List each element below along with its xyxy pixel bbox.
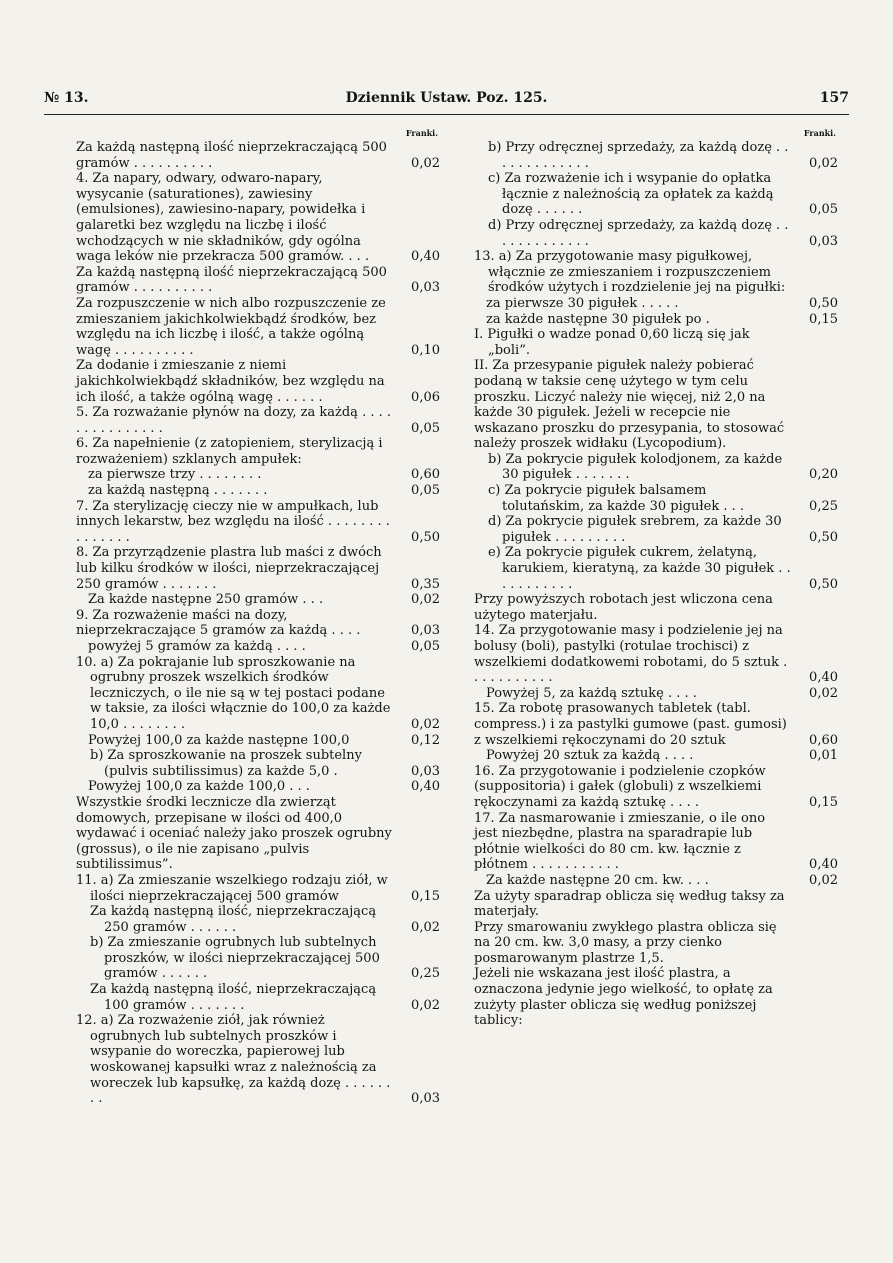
tariff-entry bbox=[460, 514, 838, 545]
tariff-entry bbox=[460, 218, 838, 249]
entry-text: za pierwsze trzy . . . . . . . . bbox=[88, 467, 262, 483]
left-column bbox=[62, 128, 440, 1107]
entry-price: 0,35 bbox=[411, 576, 440, 592]
tariff-entry bbox=[62, 499, 440, 546]
entry-price: 0,10 bbox=[411, 342, 440, 358]
tariff-entry bbox=[62, 982, 440, 1013]
entry-text: 6. Za napełnienie (z zatopieniem, sterylizacją i rozważeniem) szklanych ampułek: bbox=[76, 436, 383, 467]
tariff-entry bbox=[460, 873, 838, 889]
tariff-entry bbox=[460, 171, 838, 218]
tariff-entry bbox=[62, 265, 440, 296]
entry-price: 0,15 bbox=[809, 311, 838, 327]
entry-price: 0,02 bbox=[411, 997, 440, 1013]
entry-text: Przy smarowaniu zwykłego plastra oblicza się na 20 cm. kw. 3,0 masy, a przy cienko posmarowanym plastrze 1,5. bbox=[474, 919, 777, 966]
entry-text: Za każdą następną ilość, nieprzekraczającą 100 gramów . . . . . . . bbox=[90, 982, 377, 1013]
entry-price: 0,02 bbox=[411, 716, 440, 732]
tariff-entry bbox=[460, 592, 838, 623]
entry-price: 0,01 bbox=[809, 748, 838, 764]
tariff-entry bbox=[62, 171, 440, 265]
entry-text: c) Za rozważenie ich i wsypanie do opłatka łącznie z należnością za opłatek za każdą dozę . . . . . . bbox=[488, 171, 774, 218]
entry-price: 0,05 bbox=[809, 202, 838, 218]
entry-text: powyżej 5 gramów za każdą . . . . bbox=[88, 639, 306, 654]
tariff-entry bbox=[460, 686, 838, 702]
entry-text: II. Za przesypanie pigułek należy pobierać podaną w taksie cenę użytego w tym celu proszku. Liczyć należy nie więcej, niż 2,0 na każde 30 pigułek. Jeżeli w recepcie nie wskazano proszku do przesypania, to stosować należy proszek widłaku (Lycopodium). bbox=[474, 358, 785, 452]
unit-label: Franki. bbox=[405, 128, 438, 138]
page-number: 157 bbox=[819, 90, 849, 106]
entry-price: 0,15 bbox=[809, 794, 838, 810]
entry-text: Przy powyższych robotach jest wliczona cena użytego materjału. bbox=[474, 592, 773, 623]
tariff-entry bbox=[460, 452, 838, 483]
entry-text: b) Przy odręcznej sprzedaży, za każdą dozę . . . . . . . . . . . . . bbox=[488, 140, 789, 171]
tariff-entry bbox=[62, 358, 440, 405]
entry-text: b) Za pokrycie pigułek kolodjonem, za każde 30 pigułek . . . . . . . bbox=[488, 451, 783, 483]
entry-price: 0,03 bbox=[411, 1091, 440, 1107]
right-entries bbox=[460, 140, 838, 1029]
entry-price: 0,05 bbox=[411, 420, 440, 436]
tariff-entry bbox=[62, 795, 440, 873]
tariff-entry bbox=[62, 405, 440, 436]
entry-price: 0,50 bbox=[809, 529, 838, 545]
entry-text: Za użyty sparadrap oblicza się według taksy za materjały. bbox=[474, 888, 785, 920]
entry-price: 0,02 bbox=[809, 872, 838, 888]
tariff-entry bbox=[460, 140, 838, 171]
entry-price: 0,05 bbox=[411, 483, 440, 499]
entry-text: 7. Za sterylizację cieczy nie w ampułkach, lub innych lekarstw, bez względu na ilość . . . . . . . . . . . . . . . bbox=[76, 498, 390, 545]
entry-price: 0,02 bbox=[809, 155, 838, 171]
entry-price: 0,02 bbox=[809, 685, 838, 701]
entry-text: 11. a) Za zmieszanie wszelkiego rodzaju ziół, w ilości nieprzekraczającej 500 gramów bbox=[76, 872, 388, 904]
tariff-entry bbox=[62, 608, 440, 639]
entry-text: 13. a) Za przygotowanie masy pigułkowej, włącznie ze zmieszaniem i rozpuszczeniem środków użytych i rozdzielenie jej na pigułki: bbox=[474, 249, 786, 296]
tariff-entry bbox=[460, 483, 838, 514]
tariff-entry bbox=[460, 327, 838, 358]
entry-text: 12. a) Za rozważenie ziół, jak również ogrubnych lub subtelnych proszków i wsypanie do woreczka, papierowej lub woskowanej kapsułki wraz z należnością za woreczek lub kapsułkę, za każdą dozę . . . . . . . . bbox=[76, 1013, 391, 1107]
entry-text: 16. Za przygotowanie i podzielenie czopków (suppositoria) i gałek (globuli) z wszelkiemi rękoczynami za każdą sztukę . . . . bbox=[474, 763, 766, 810]
entry-text: b) Za sproszkowanie na proszek subtelny (pulvis subtilissimus) za każde 5,0 . bbox=[90, 748, 362, 779]
entry-price: 0,40 bbox=[809, 670, 838, 686]
entry-text: 5. Za rozważanie płynów na dozy, za każdą . . . . . . . . . . . . . . . bbox=[76, 405, 391, 436]
tariff-entry bbox=[62, 140, 440, 171]
tariff-entry bbox=[62, 935, 440, 982]
entry-price: 0,05 bbox=[411, 639, 440, 654]
right-column bbox=[460, 128, 838, 1029]
tariff-entry bbox=[460, 249, 838, 296]
page-header bbox=[44, 90, 849, 112]
tariff-entry bbox=[460, 889, 838, 920]
entry-price: 0,02 bbox=[411, 919, 440, 935]
entry-price: 0,25 bbox=[411, 966, 440, 982]
entry-price: 0,60 bbox=[809, 732, 838, 748]
left-entries bbox=[62, 140, 440, 1107]
entry-price: 0,03 bbox=[411, 280, 440, 296]
entry-text: za pierwsze 30 pigułek . . . . . bbox=[486, 295, 679, 311]
tariff-entry bbox=[62, 655, 440, 733]
entry-price: 0,50 bbox=[809, 295, 838, 311]
entry-text: za każdą następną . . . . . . . bbox=[88, 483, 268, 499]
tariff-entry bbox=[62, 779, 440, 795]
entry-text: Jeżeli nie wskazana jest ilość plastra, a oznaczona jedynie jego wielkość, to opłatę za zużyty plaster oblicza się według poniższej tablicy: bbox=[474, 966, 773, 1029]
entry-text: 17. Za nasmarowanie i zmieszanie, o ile ono jest niezbędne, plastra na sparadrapie lub płótnie wielkości do 80 cm. kw. łącznie z płótnem . . . . . . . . . . . bbox=[474, 810, 766, 873]
entry-price: 0,03 bbox=[411, 763, 440, 779]
entry-text: 4. Za napary, odwary, odwaro-napary, wysycanie (saturationes), zawiesiny (emulsiones), zawiesino-napary, powidełka i galaretki bez względu na liczbę i ilość wchodzących w nie składników, gdy ogólna waga leków nie przekracza 500 gramów. . . . bbox=[76, 171, 370, 265]
journal-title: Dziennik Ustaw. Poz. 125. bbox=[345, 90, 548, 106]
tariff-entry bbox=[460, 545, 838, 592]
tariff-entry bbox=[62, 733, 440, 749]
entry-text: 14. Za przygotowanie masy i podzielenie jej na bolusy (boli), pastylki (rotulae trochisci) z wszelkiemi dodatkowemi robotami, do 5 sztuk . . . . . . . . . . . bbox=[474, 623, 788, 686]
tariff-entry bbox=[460, 358, 838, 452]
header-rule bbox=[44, 114, 849, 115]
entry-price: 0,60 bbox=[411, 467, 440, 483]
tariff-entry bbox=[460, 701, 838, 748]
entry-price: 0,40 bbox=[809, 857, 838, 873]
tariff-entry bbox=[62, 1013, 440, 1107]
entry-text: Powyżej 100,0 za każde następne 100,0 bbox=[88, 732, 350, 748]
tariff-entry bbox=[460, 623, 838, 685]
entry-price: 0,02 bbox=[411, 155, 440, 171]
entry-text: Za rozpuszczenie w nich albo rozpuszczenie ze zmieszaniem jakichkolwiekbądź środków, bez względu na ich liczbę i ilość, a także ogólną wagę . . . . . . . . . . bbox=[76, 295, 386, 358]
entry-price: 0,50 bbox=[809, 576, 838, 592]
entry-text: Powyżej 5, za każdą sztukę . . . . bbox=[486, 685, 697, 701]
entry-text: za każde następne 30 pigułek po . bbox=[486, 311, 710, 327]
tariff-entry bbox=[62, 873, 440, 904]
tariff-entry bbox=[62, 748, 440, 779]
tariff-entry bbox=[62, 436, 440, 467]
entry-text: b) Za zmieszanie ogrubnych lub subtelnych proszków, w ilości nieprzekraczającej 500 gramów . . . . . . bbox=[90, 935, 380, 982]
tariff-entry bbox=[460, 748, 838, 764]
entry-text: Za każdą następną ilość, nieprzekraczającą 250 gramów . . . . . . bbox=[90, 904, 377, 935]
entry-price: 0,25 bbox=[809, 498, 838, 514]
entry-price: 0,40 bbox=[411, 779, 440, 795]
tariff-entry bbox=[460, 811, 838, 873]
tariff-entry bbox=[62, 467, 440, 483]
entry-price: 0,03 bbox=[809, 233, 838, 249]
entry-text: Wszystkie środki lecznicze dla zwierząt domowych, przepisane w ilości od 400,0 wydawać i oceniać należy jako proszek ogrubny (grossus), o ile nie zapisano „pulvis subtilissimus”. bbox=[76, 794, 392, 873]
entry-text: d) Za pokrycie pigułek srebrem, za każde 30 pigułek . . . . . . . . . bbox=[488, 514, 782, 545]
entry-text: c) Za pokrycie pigułek balsamem tolutańskim, za każde 30 pigułek . . . bbox=[488, 483, 745, 514]
issue-number: № 13. bbox=[44, 90, 89, 106]
entry-price: 0,03 bbox=[411, 623, 440, 639]
entry-price: 0,20 bbox=[809, 467, 838, 483]
entry-text: 8. Za przyrządzenie plastra lub maści z dwóch lub kilku środków w ilości, nieprzekraczającej 250 gramów . . . . . . . bbox=[76, 545, 382, 592]
tariff-entry bbox=[62, 296, 440, 358]
entry-text: 9. Za rozważenie maści na dozy, nieprzekraczające 5 gramów za każdą . . . . bbox=[76, 607, 361, 639]
entry-price: 0,06 bbox=[411, 389, 440, 405]
tariff-entry bbox=[62, 904, 440, 935]
tariff-entry bbox=[460, 312, 838, 328]
entry-price: 0,02 bbox=[411, 592, 440, 608]
entry-text: I. Pigułki o wadze ponad 0,60 liczą się jak „boli”. bbox=[474, 327, 750, 358]
entry-text: 10. a) Za pokrajanie lub sproszkowanie na ogrubny proszek wszelkich środków leczniczych, o ile nie są w tej postaci podane w taksie, za ilości włącznie do 100,0 za każde 10,0 . . . . . . . . bbox=[76, 654, 391, 732]
entry-text: d) Przy odręcznej sprzedaży, za każdą dozę . . . . . . . . . . . . . bbox=[488, 217, 789, 249]
entry-text: Za każde następne 250 gramów . . . bbox=[88, 592, 324, 608]
entry-price: 0,40 bbox=[411, 249, 440, 265]
tariff-entry bbox=[62, 483, 440, 499]
entry-price: 0,15 bbox=[411, 888, 440, 904]
tariff-entry bbox=[62, 639, 440, 655]
tariff-entry bbox=[62, 545, 440, 592]
tariff-entry bbox=[62, 592, 440, 608]
entry-text: Za każde następne 20 cm. kw. . . . bbox=[486, 872, 709, 888]
entry-text: Powyżej 20 sztuk za każdą . . . . bbox=[486, 748, 694, 764]
tariff-entry bbox=[460, 764, 838, 811]
entry-text: Za każdą następną ilość nieprzekraczającą 500 gramów . . . . . . . . . . bbox=[76, 264, 387, 296]
entry-price: 0,12 bbox=[411, 732, 440, 748]
tariff-entry bbox=[460, 296, 838, 312]
entry-text: 15. Za robotę prasowanych tabletek (tabl. compress.) i za pastylki gumowe (past. gumosi) z wszelkiemi rękoczynami do 20 sztuk bbox=[474, 701, 787, 748]
entry-text: Za dodanie i zmieszanie z niemi jakichkolwiekbądź składników, bez względu na ich ilość, a także ogólną wagę . . . . . . bbox=[76, 358, 385, 405]
entry-text: Powyżej 100,0 za każde 100,0 . . . bbox=[88, 779, 310, 795]
entry-price: 0,50 bbox=[411, 529, 440, 545]
tariff-entry bbox=[460, 966, 838, 1028]
tariff-entry bbox=[460, 920, 838, 967]
entry-text: e) Za pokrycie pigułek cukrem, żelatyną, karukiem, kieratyną, za każde 30 pigułek . . . . . . . . . . . bbox=[488, 545, 791, 592]
unit-label: Franki. bbox=[803, 128, 836, 138]
entry-text: Za każdą następną ilość nieprzekraczającą 500 gramów . . . . . . . . . . bbox=[76, 140, 387, 171]
